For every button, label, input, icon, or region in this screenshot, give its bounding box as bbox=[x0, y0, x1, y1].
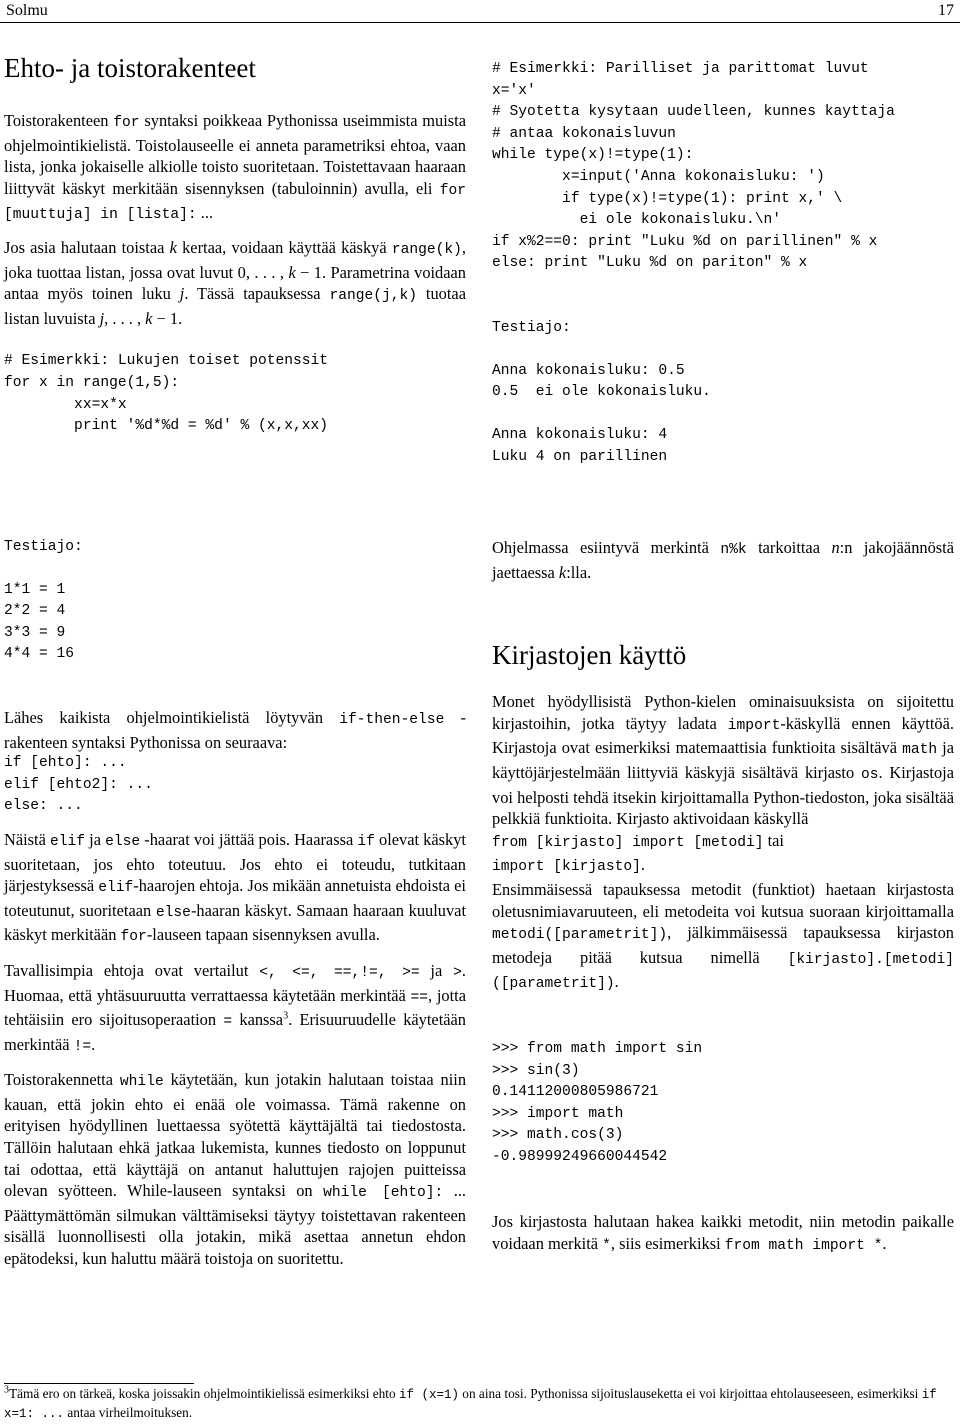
code-line: if type(x)!=type(1): print x,' \ bbox=[492, 190, 843, 207]
paragraph-for-syntax: Toistorakenteen for syntaksi poikkeaa Pythonissa useimmista muista ohjelmointikielistä. Toistolauseelle ei anneta parametriksi ehtoa, vaan lista, jonka jokaiselle alkiolle toisto suoritetaan. Toistettavaan haaraan liittyvät käskyt merkitään sisennyksen (tabuloinnin) avulla, eli for [muuttuja] in [lista]: ... bbox=[4, 111, 467, 224]
code-line: >>> import math bbox=[492, 1105, 624, 1122]
paragraph-import-all: Jos kirjastosta halutaan hakea kaikki metodit, niin metodin paikalle voidaan merkitä *, siis esimerkiksi from math import *. bbox=[492, 1212, 954, 1255]
paragraph-libraries: Monet hyödyllisistä Python-kielen ominaisuuksista on sijoitettu kirjastoihin, jotka täytyy ladata import-käskyllä ennen käyttöä. Kirjastoja ovat esimerkiksi matemaattisia funktioita sisältävä math ja käyttöjärjestelmään liittyviä käskyjä sisältävä kirjasto os. Kirjastoja voi helposti tehdä itsekin kirjoittamalla Python-tiedoston, joka sisältää pelkkiä funktioita. Kirjasto aktivoidaan käskyllä from [kirjasto] import [metodi] tai import [kirjasto]. bbox=[492, 692, 954, 876]
code-block-parity bbox=[492, 59, 954, 275]
paragraph-while: Toistorakennetta while käytetään, kun jotakin halutaan toistaa niin kauan, että jokin ehto ei enää ole voimassa. Tämä rakenne on erityisen hyödyllinen luettaessa syötettä käyttäjältä tai tiedostosta. Tällöin halutaan ehkä jatkaa lukemista, kunnes tiedosto on loppunut tai odottaa, että käyttäjä on antanut haluttujen rajojen puitteissa olevan syötteen. While-lauseen syntaksi on while [ehto]: ... Päättymättömän silmukan välttämiseksi täytyy toistettavan rakenteen sisällä luonnollisesti olla jotakin, mikä asettaa annetun ehdon epätodeksi, kun haluttu määrä toistoja on suoritettu. bbox=[4, 1070, 467, 1269]
bottom-left-column bbox=[4, 537, 466, 1270]
paragraph-modulo: Ohjelmassa esiintyvä merkintä n%k tarkoittaa n:n jakojäännöstä jaettaessa k:lla. bbox=[492, 538, 954, 582]
code-line: else: ... bbox=[4, 798, 83, 815]
paragraph-range: Jos asia halutaan toistaa k kertaa, voidaan käyttää käskyä range(k), joka tuottaa listan, jossa ovat luvut 0, . . . , k − 1. Parametrina voidaan antaa myös toinen luku j. Tässä tapauksessa range(j,k) tuotaa listan luvuista j, . . . , k − 1. bbox=[4, 237, 467, 328]
code-block-math bbox=[492, 1039, 954, 1169]
code-line: 0.14112000805986721 bbox=[492, 1084, 659, 1101]
paragraph-comparisons: Tavallisimpia ehtoja ovat vertailut <, <=, ==,!=, >= ja >. Huomaa, että yhtäsuuruutta verrattaessa käytetään merkintää ==, jotta tehtäisiin ero sijoitusoperaation = kanssa$^3$. Erisuuruudelle käytetään merkintää !=. bbox=[4, 960, 467, 1055]
top-left-column bbox=[4, 52, 466, 438]
code-line: print '%d*%d = %d' % (x,x,xx) bbox=[4, 418, 329, 435]
code-line: while type(x)!=type(1): bbox=[492, 147, 694, 164]
code-line: if [ehto]: ... bbox=[4, 755, 127, 772]
output-line bbox=[492, 404, 954, 426]
test-run-label: Testiajo: bbox=[4, 539, 83, 555]
output-line: 1*1 = 1 bbox=[4, 581, 66, 598]
output-line: 2*2 = 4 bbox=[4, 603, 66, 620]
code-line: >>> sin(3) bbox=[492, 1062, 580, 1079]
code-line: else: print "Luku %d on pariton" % x bbox=[492, 255, 808, 272]
code-line: elif [ehto2]: ... bbox=[4, 776, 153, 793]
code-block-powers bbox=[4, 351, 466, 437]
footnote: $^3$Tämä ero on tärkeä, koska joissakin ohjelmointikielissä esimerkiksi ehto if (x=1) on aina tosi. Pythonissa sijoituslauseketta ei voi kirjoittaa ehtolauseeseen, esimerkiksi if x=1: ... antaa virheilmoituksen. bbox=[4, 1384, 937, 1421]
footnote-number: 3 bbox=[4, 1384, 9, 1396]
output-line: 4*4 = 16 bbox=[4, 646, 75, 663]
output-line: Anna kokonaisluku: 0.5 bbox=[492, 362, 685, 379]
output-line: 3*3 = 9 bbox=[4, 624, 66, 641]
section-heading-loops: Ehto- ja toistorakenteet bbox=[4, 53, 256, 83]
top-right-column bbox=[492, 59, 954, 469]
code-line: # antaa kokonaisluvun bbox=[492, 125, 676, 142]
code-line: # Esimerkki: Parilliset ja parittomat luvut bbox=[492, 61, 869, 77]
section-heading-libraries: Kirjastojen käyttö bbox=[492, 640, 687, 671]
code-line: x=input('Anna kokonaisluku: ') bbox=[492, 168, 825, 185]
running-header-title: Solmu bbox=[6, 2, 48, 19]
code-line: >>> math.cos(3) bbox=[492, 1127, 624, 1144]
paragraph-branches: Näistä elif ja else -haarat voi jättää pois. Haarassa if olevat käskyt suoritetaan, jos ehto toteutuu. Jos ehto ei toteudu, tutkitaan järjestyksessä elif-haarojen ehtoja. Jos mikään annetuista ehdoista ei toteutunut, suoritetaan else-haaran käskyt. Samaan haaraan kuuluvat käskyt merkitään for-lauseen tapaan sisennyksen avulla. bbox=[4, 829, 467, 946]
paragraph-namespaces: Ensimmäisessä tapauksessa metodit (funktiot) haetaan kirjastosta oletusnimiavaruuteen, eli metodeita voi kutsua suoraan kirjoittamalla metodi([parametrit]), jälkimmäisessä tapauksessa kirjaston metodeja pitää kutsua nimellä [kirjasto].[metodi]([parametrit]). bbox=[492, 879, 954, 993]
code-line: >>> from math import sin bbox=[492, 1040, 703, 1057]
code-line: x='x' bbox=[492, 82, 536, 99]
code-line: for x in range(1,5): bbox=[4, 374, 180, 391]
paragraph-if-then-else: Lähes kaikista ohjelmointikielistä löytyvän if-then-else -rakenteen syntaksi Pythonissa on seuraava: bbox=[4, 707, 466, 752]
code-line: -0.98999249660044542 bbox=[492, 1148, 668, 1165]
test-run-output bbox=[492, 361, 954, 469]
code-line: ei ole kokonaisluku.\n' bbox=[492, 212, 782, 229]
code-line: if x%2==0: print "Luku %d on parillinen" % x bbox=[492, 233, 878, 250]
header-rule bbox=[0, 22, 960, 23]
page-number: 17 bbox=[938, 2, 954, 19]
test-run-output bbox=[4, 580, 466, 666]
output-line: Luku 4 on parillinen bbox=[492, 448, 668, 465]
test-run-label: Testiajo: bbox=[492, 319, 571, 336]
code-line: # Esimerkki: Lukujen toiset potenssit bbox=[4, 353, 329, 370]
output-line: Anna kokonaisluku: 4 bbox=[492, 427, 668, 444]
code-line: xx=x*x bbox=[4, 396, 127, 413]
footnote-rule bbox=[4, 1383, 194, 1384]
code-line: # Syotetta kysytaan uudelleen, kunnes kayttaja bbox=[492, 104, 895, 121]
footnote-marker: 3 bbox=[283, 1010, 289, 1022]
output-line: 0.5 ei ole kokonaisluku. bbox=[492, 384, 711, 401]
bottom-right-column bbox=[492, 537, 954, 1258]
